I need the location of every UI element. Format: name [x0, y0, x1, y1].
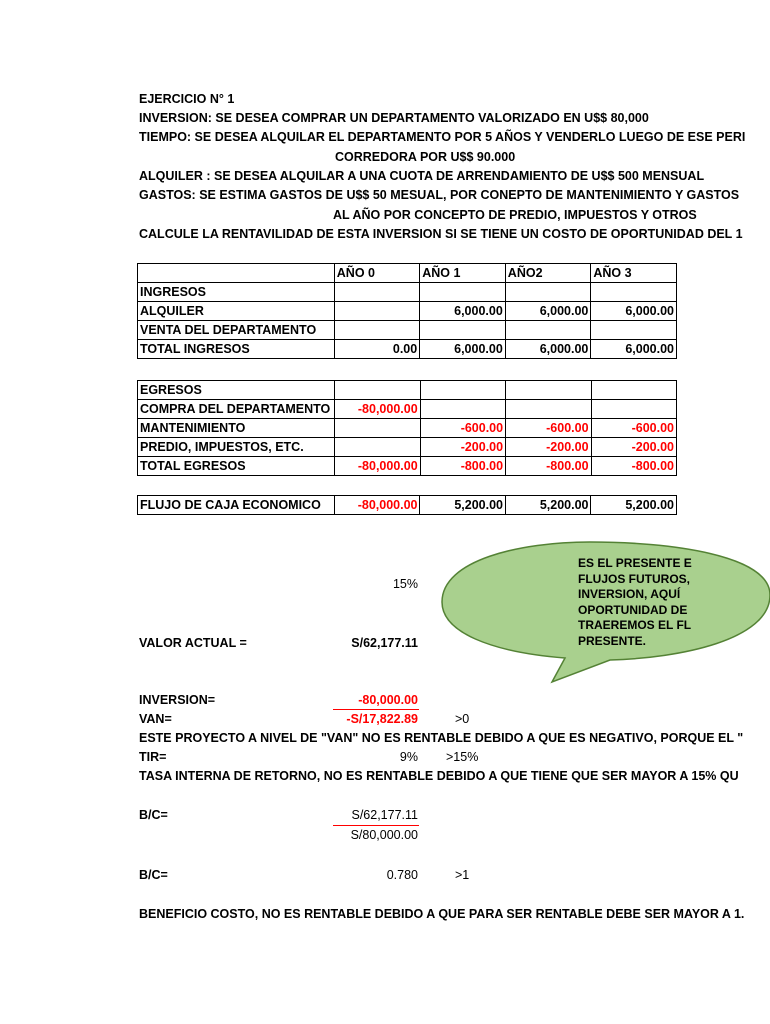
table-row [138, 438, 677, 457]
statement-question: CALCULE LA RENTAVILIDAD DE ESTA INVERSION SI SE TIENE UN COSTO DE OPORTUNIDAD DEL 1 [139, 227, 743, 241]
statement-inversion: INVERSION: SE DESEA COMPRAR UN DEPARTAMENTO VALORIZADO EN U$$ 80,000 [139, 111, 649, 125]
bc-note: BENEFICIO COSTO, NO ES RENTABLE DEBIDO A QUE PARA SER RENTABLE DEBE SER MAYOR A 1. [139, 907, 745, 921]
value-cell [506, 400, 591, 419]
total-label: TOTAL INGRESOS [138, 340, 335, 359]
table-row [138, 302, 677, 321]
inversion-underline [333, 709, 419, 710]
value-cell [420, 321, 506, 340]
value-cell: -600.00 [506, 419, 591, 438]
year-header: AÑO 3 [591, 264, 677, 283]
value-cell [505, 321, 591, 340]
inversion-value: -80,000.00 [358, 693, 418, 707]
callout-line: INVERSION, AQUÍ [578, 587, 681, 601]
total-cell: -800.00 [420, 457, 505, 476]
van-label: VAN= [139, 712, 172, 726]
table-row [138, 400, 677, 419]
table-row [138, 283, 677, 302]
flujo-table [137, 495, 677, 515]
value-cell: -600.00 [420, 419, 505, 438]
table-row [138, 340, 677, 359]
egresos-table [137, 380, 677, 476]
bc-label: B/C= [139, 808, 168, 822]
statement-tiempo: TIEMPO: SE DESEA ALQUILAR EL DEPARTAMENTO POR 5 AÑOS Y VENDERLO LUEGO DE ESE PERI [139, 130, 746, 144]
bc-numerator: S/62,177.11 [351, 808, 418, 822]
value-cell: -200.00 [420, 438, 505, 457]
callout-line: FLUJOS FUTUROS, [578, 571, 691, 586]
value-cell: 6,000.00 [505, 302, 591, 321]
bc-label-2: B/C= [139, 868, 168, 882]
value-cell [334, 302, 419, 321]
total-cell: 6,000.00 [505, 340, 591, 359]
bc-condition: >1 [455, 868, 470, 882]
valor-actual-label: VALOR ACTUAL = [139, 636, 247, 650]
value-cell: -600.00 [591, 419, 676, 438]
row-label: ALQUILER [138, 302, 335, 321]
tir-condition: >15% [446, 750, 479, 764]
value-cell: -80,000.00 [334, 496, 420, 515]
value-cell [591, 400, 676, 419]
row-label: FLUJO DE CAJA ECONOMICO [138, 496, 335, 515]
statement-alquiler: ALQUILER : SE DESEA ALQUILAR A UNA CUOTA DE ARRENDAMIENTO DE U$$ 500 MENSUAL [139, 169, 705, 183]
van-value: -S/17,822.89 [346, 712, 418, 726]
van-note: ESTE PROYECTO A NIVEL DE "VAN" NO ES RENTABLE DEBIDO A QUE ES NEGATIVO, PORQUE EL " [139, 731, 744, 745]
value-cell: -80,000.00 [334, 400, 420, 419]
discount-rate: 15% [392, 577, 418, 591]
value-cell [334, 438, 420, 457]
table-row [138, 381, 677, 400]
exercise-title: EJERCICIO N° 1 [139, 92, 235, 106]
value-cell: 5,200.00 [505, 496, 591, 515]
value-cell: 5,200.00 [591, 496, 677, 515]
total-cell: 6,000.00 [420, 340, 506, 359]
section-header: INGRESOS [138, 283, 335, 302]
row-label: MANTENIMIENTO [138, 419, 335, 438]
valor-actual-value: S/62,177.11 [351, 636, 418, 650]
year-header: AÑO2 [505, 264, 591, 283]
total-cell: 6,000.00 [591, 340, 677, 359]
bc-value: 0.780 [386, 868, 418, 882]
value-cell: 5,200.00 [420, 496, 506, 515]
van-condition: >0 [455, 712, 470, 726]
tir-value: 9% [399, 750, 418, 764]
year-header: AÑO 0 [334, 264, 419, 283]
total-cell: -800.00 [591, 457, 676, 476]
callout-text [578, 556, 692, 649]
value-cell [334, 321, 419, 340]
statement-gastos: GASTOS: SE ESTIMA GASTOS DE U$$ 50 MESUAL, POR CONEPTO DE MANTENIMIENTO Y GASTOS [139, 188, 740, 202]
row-label: COMPRA DEL DEPARTAMENTO [138, 400, 335, 419]
bc-denominator: S/80,000.00 [350, 828, 418, 842]
value-cell [420, 400, 505, 419]
total-cell: 0.00 [334, 340, 419, 359]
row-label: VENTA DEL DEPARTAMENTO [138, 321, 335, 340]
total-label: TOTAL EGRESOS [138, 457, 335, 476]
table-row [138, 419, 677, 438]
section-header: EGRESOS [138, 381, 335, 400]
row-label: PREDIO, IMPUESTOS, ETC. [138, 438, 335, 457]
statement-predio: AL AÑO POR CONCEPTO DE PREDIO, IMPUESTOS Y OTROS [333, 208, 697, 222]
table-row [138, 457, 677, 476]
value-cell: -200.00 [506, 438, 591, 457]
callout-line: ES EL PRESENTE E [578, 556, 692, 570]
value-cell: 6,000.00 [420, 302, 506, 321]
value-cell: 6,000.00 [591, 302, 677, 321]
total-cell: -80,000.00 [334, 457, 420, 476]
empty-cell [138, 264, 335, 283]
value-cell [334, 419, 420, 438]
value-cell: -200.00 [591, 438, 676, 457]
year-header: AÑO 1 [420, 264, 506, 283]
table-row [138, 264, 677, 283]
bc-fraction-line [333, 825, 419, 826]
callout-line: TRAEREMOS EL FL [578, 618, 692, 632]
total-cell: -800.00 [506, 457, 591, 476]
statement-corredora: CORREDORA POR U$$ 90.000 [335, 150, 516, 164]
tir-label: TIR= [139, 750, 167, 764]
value-cell [591, 321, 677, 340]
table-row [138, 496, 677, 515]
callout-line: PRESENTE. [578, 633, 647, 648]
callout-line: OPORTUNIDAD DE [578, 602, 688, 617]
inversion-label: INVERSION= [139, 693, 216, 707]
ingresos-table [137, 263, 677, 359]
tir-note: TASA INTERNA DE RETORNO, NO ES RENTABLE DEBIDO A QUE TIENE QUE SER MAYOR A 15% QU [139, 769, 739, 783]
table-row [138, 321, 677, 340]
